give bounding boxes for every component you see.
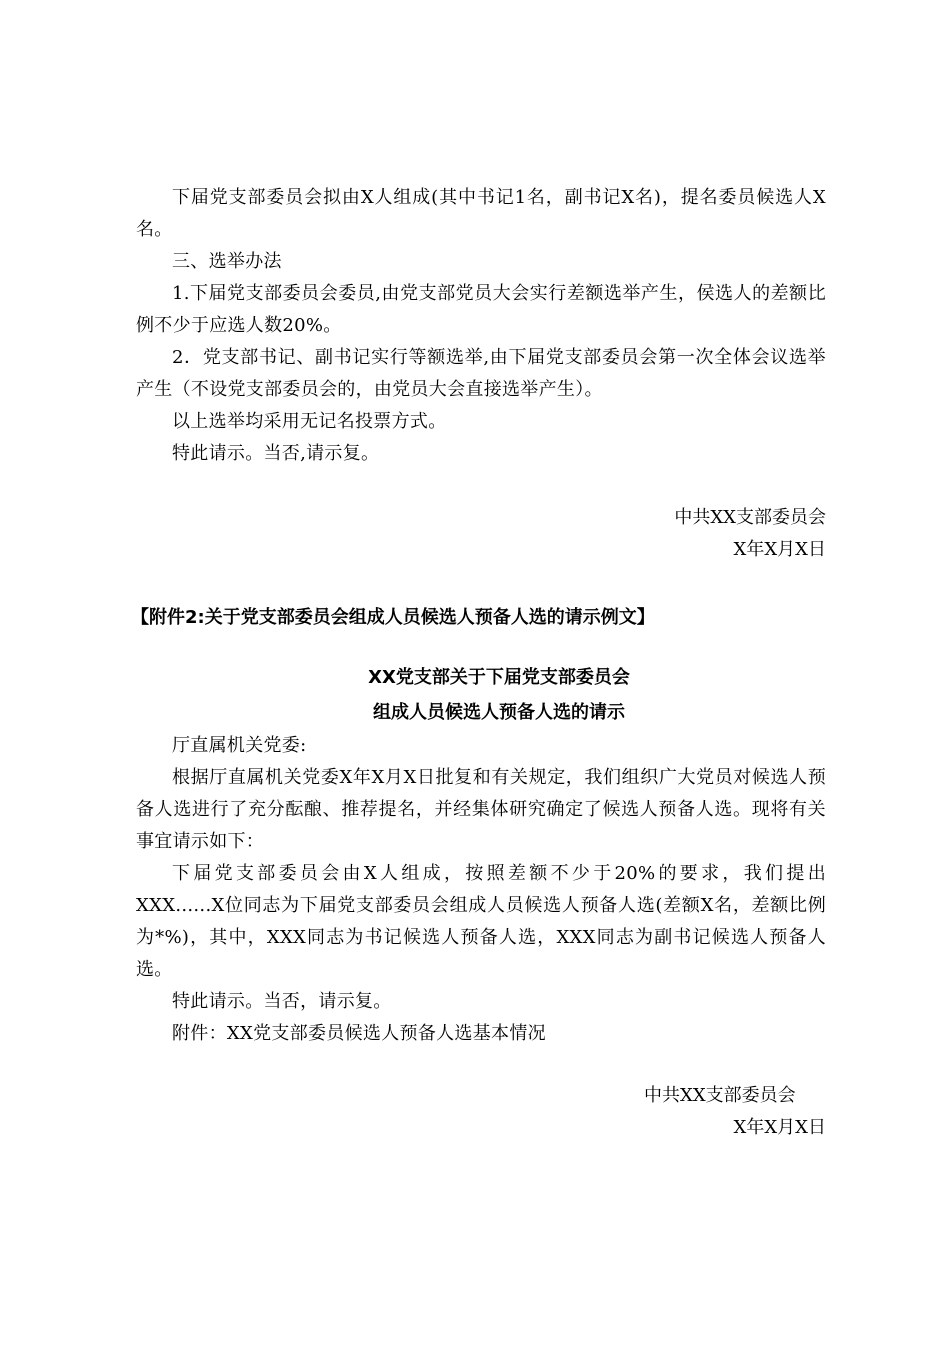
signature-date: X年X月X日 xyxy=(733,539,826,560)
paragraph: 下届党支部委员会拟由X人组成(其中书记1名，副书记X名)，提名委员候选人X名。 xyxy=(136,187,826,240)
signature-org: 中共XX支部委员会 xyxy=(674,507,826,528)
paragraph: 1.下届党支部委员会委员,由党支部党员大会实行差额选举产生，侯选人的差额比例不少于应选人数20%。 xyxy=(136,283,826,336)
appendix-heading: 【附件2:关于党支部委员会组成人员候选人预备人选的请示例文】 xyxy=(131,607,655,628)
paragraph: 下届党支部委员会由X人组成，按照差额不少于20%的要求，我们提出XXX......X位同志为下届党支部委员会组成人员候选人预备人选(差额X名，差额比例为*%)，其中，XXX同志为书记候选人预备人选，XXX同志为副书记候选人预备人选。 xyxy=(136,863,826,980)
paragraph: 特此请示。当否,请示复。 xyxy=(172,443,380,464)
paragraph: 特此请示。当否，请示复。 xyxy=(172,991,392,1012)
paragraph: 2．党支部书记、副书记实行等额选举,由下届党支部委员会第一次全体会议选举产生（不设党支部委员会的，由党员大会直接选举产生）。 xyxy=(136,347,826,400)
document-title-line2: 组成人员候选人预备人选的请示 xyxy=(373,702,625,723)
paragraph: 三、选举办法 xyxy=(172,251,282,272)
paragraph: 以上选举均采用无记名投票方式。 xyxy=(172,411,447,432)
document-title-line1: XX党支部关于下届党支部委员会 xyxy=(368,667,630,688)
paragraph: 附件：XX党支部委员候选人预备人选基本情况 xyxy=(172,1023,546,1044)
paragraph: 根据厅直属机关党委X年X月X日批复和有关规定，我们组织广大党员对候选人预备人选进行了充分酝酿、推荐提名，并经集体研究确定了候选人预备人选。现将有关事宜请示如下： xyxy=(136,767,826,852)
signature-org: 中共XX支部委员会 xyxy=(644,1085,796,1106)
signature-date: X年X月X日 xyxy=(733,1117,826,1138)
section2-body xyxy=(136,730,826,1050)
section1-body xyxy=(136,182,826,470)
salutation: 厅直属机关党委: xyxy=(172,735,307,756)
